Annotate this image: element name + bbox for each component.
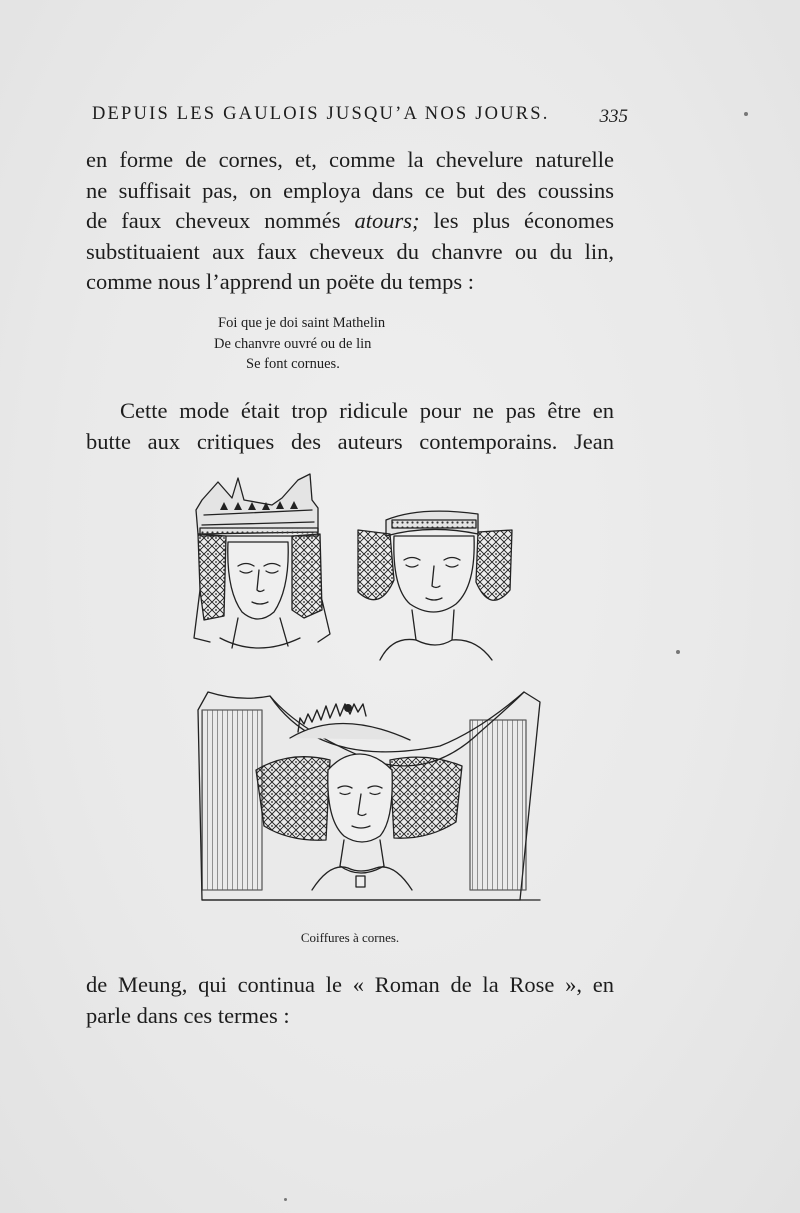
verse-line: Foi que je doi saint Mathelin: [218, 315, 386, 331]
italic-term: atours;: [354, 208, 420, 233]
text-line: ne suffisait pas, on employa dans ce but des coussins: [86, 177, 614, 203]
text-line: comme nous l’apprend un poëte du temps :: [86, 269, 475, 294]
verse-line: De chanvre ouvré ou de lin: [214, 335, 372, 352]
verse-quote: [200, 313, 450, 375]
text-line: butte aux critiques des auteurs contemporains. Jean: [86, 428, 614, 454]
running-title: DEPUIS LES GAULOIS JUSQU’A NOS JOURS.: [92, 104, 550, 124]
caption-text: Coiffures à cornes.: [300, 930, 400, 945]
page-number: 335: [599, 106, 628, 127]
text-line: Cette mode était trop ridicule pour ne pas être en: [120, 398, 614, 423]
paper-speck: [284, 1198, 287, 1201]
verse-line: Se font cornues.: [246, 356, 340, 372]
right-headdress: [358, 511, 512, 660]
text-line: parle dans ces termes :: [86, 1002, 290, 1028]
text-segment: les plus économes: [419, 208, 615, 233]
paper-speck: [744, 112, 748, 116]
text-line: substituaient aux faux cheveux du chanvre ou du lin,: [86, 238, 614, 264]
text-line: en forme de cornes, et, comme la chevelure naturelle: [86, 147, 614, 172]
figure-caption: [0, 930, 700, 946]
bottom-headdress: [198, 692, 540, 900]
left-headdress: [194, 474, 330, 648]
text-segment: de faux cheveux nommés: [86, 208, 355, 233]
paragraph-3: [86, 970, 614, 1031]
paragraph-2: [86, 396, 614, 457]
text-line: [86, 206, 614, 237]
running-head: [92, 104, 628, 134]
paper-speck: [676, 650, 680, 654]
paragraph-1: [86, 145, 614, 298]
horned-headdress-engraving: [180, 470, 620, 930]
text-line: de Meung, qui continua le « Roman de la Rose », en: [86, 972, 614, 997]
